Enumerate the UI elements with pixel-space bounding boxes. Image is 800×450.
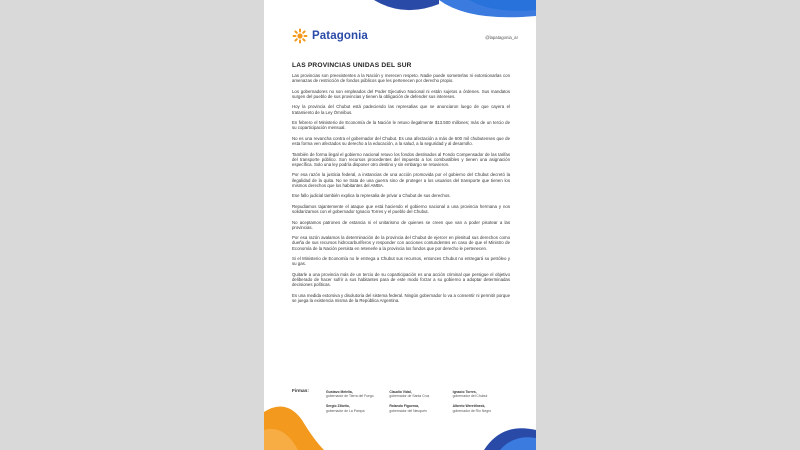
signer-role: gobernador de Tierra del Fuego [326,394,374,399]
social-handle: @lapatagonia_ar [485,35,518,40]
signer [389,390,452,398]
brand-logo [292,28,368,44]
document-page [264,0,536,450]
signer-name: Gustavo Melella, [326,390,353,394]
document-body [292,73,510,308]
signer-name: Rolando Figueroa, [389,404,420,409]
bottom-wave-decoration [264,400,536,450]
signer-role: gobernador del Neuquén [389,408,427,413]
brand-name: Patagonia [312,30,368,42]
paragraph: Por esa razón avalamos la determinación de la provincia del Chubut de ejercer en plenitud sus derechos como dueña de sus recursos hidrocarburíferos y responder con acciones contundentes en caso de que el Ministro de Economía de la Nación persista en retenerle a la provincia los fondos que por derecho le pertenecen. [292,235,510,251]
signer-name: Claudio Vidal, [389,390,412,394]
signer-role: gobernador del Chubut [452,394,488,399]
paragraph: Las provincias son preexistentes a la Nación y merecen respeto. Nadie puede someterlas ni extorsionarlas con amenazas de restricción de fondos públicos que les pertenecen por derecho propio. [292,73,510,84]
paragraph: Es una medida extorsiva y disolutoria del sistema federal. Ningún gobernador lo va a consentir ni permitir porque se juega la existencia misma de la República Argentina. [292,292,510,303]
paragraph: Quitarle a una provincia más de un tercio de su coparticipación es una acción criminal que persigue el objetivo deliberado de hacer sufrir a sus habitantes para de este modo forzar a su gobierno a adoptar determinadas decisiones políticas. [292,271,510,288]
paragraph: También de forma ilegal el gobierno nacional retuvo los fondos destinados al Fondo Compensador de las tarifas del transporte público. Son recursos procedentes del impuesto a los combustibles y tienen una asignación específica. Solo una ley podría disponer otro destino y sin embargo se retuvieron. [292,151,510,167]
paragraph: Si el Ministerio de Economía no le entrega a Chubut sus recursos, entonces Chubut no entregará su petróleo y su gas. [292,256,510,267]
top-wave-decoration [264,0,536,30]
paragraph: Repudiamos tajantemente el ataque que está haciendo el gobierno nacional a una provincia hermana y nos solidarizamos con el gobernador Ignacio Torres y el pueblo del Chubut. [292,203,510,215]
paragraph: Ese fallo judicial también explica la represalia de privar a Chubut de sus derechos. [292,193,451,199]
signer-role: gobernador de Santa Cruz [389,394,430,399]
paragraph: Los gobernadores no son empleados del Poder Ejecutivo Nacional ni están sujetos a órdenes. Sus mandatos surgen del pueblo de sus provincias y tienen la obligación de defender sus intereses. [292,88,510,99]
paragraph: En febrero el Ministerio de Economía de la Nación le retuvo ilegalmente $13.500 millones; más de un tercio de su coparticipación mensual. [292,120,510,131]
paragraph: Por esa razón la justicia federal, a instancias de una acción promovida por el gobierno del Chubut decretó la ilegalidad de la quita. No se trata de una guerra sino de proteger a los usuarios del transporte que tienen los mismos derechos que los habitantes del AMBA. [292,172,510,188]
signer-name: Sergio Ziliotto, [326,404,350,409]
signer-role: gobernador de La Pampa [326,408,365,413]
paragraph: Hoy la provincia del Chubut está padeciendo las represalias que se anunciaron luego de que cayera el tratamiento de la Ley Ómnibus. [292,104,510,115]
signer-name: Ignacio Torres, [452,390,477,394]
paragraph: No aceptamos patrones de estancia ni el unitarismo de quienes se creen que van a poder pisotear a las provincias. [292,219,510,230]
paragraph: No es una revancha contra el gobernador del Chubut. Es una afectación a más de 600 mil chubutenses que de esta forma ven afectados su derecho a la educación, a la salud, a la seguridad y al desarrollo. [292,135,510,147]
signer-name: Alberto Weretilneck, [452,404,486,409]
document-title: LAS PROVINCIAS UNIDAS DEL SUR [292,62,412,69]
signer [326,390,389,398]
sun-logo-icon [292,28,308,44]
signer [453,390,516,398]
signer-role: gobernador de Río Negro [452,408,492,413]
firman-label: Firman: [292,388,309,393]
